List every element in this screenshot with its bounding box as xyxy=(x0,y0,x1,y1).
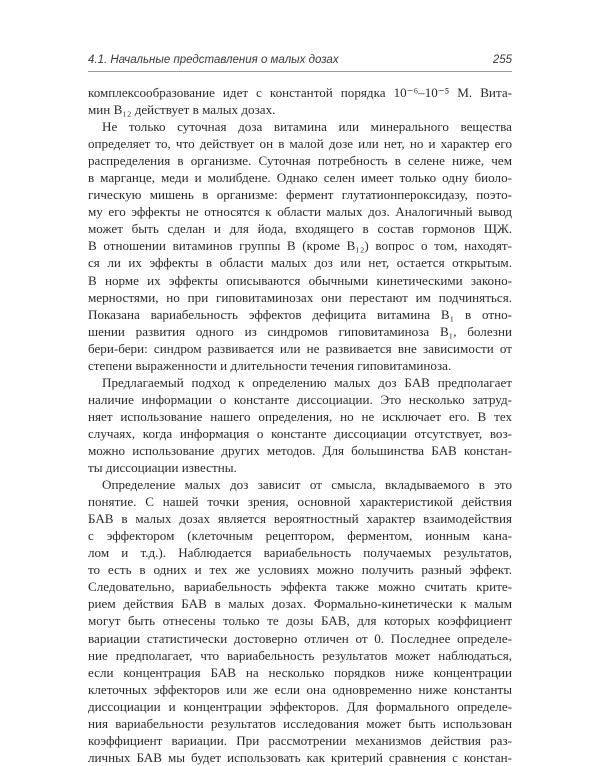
paragraph xyxy=(88,476,512,766)
text-line: шении развития одного из синдромов гиповитаминоза B₁, болезни xyxy=(88,323,512,339)
text-line: вариации статистически достоверно отличен от 0. Последнее определе- xyxy=(88,630,512,646)
section-title: 4.1. Начальные представления о малых дозах xyxy=(88,54,339,66)
text-line: если концентрация БАВ на несколько порядков ниже концентрации xyxy=(88,664,512,680)
header-rule xyxy=(88,71,512,72)
paragraph xyxy=(88,84,512,118)
text-line: ние предполагает, что вариабельность результатов может наблюдаться, xyxy=(88,647,512,663)
text-line: В норме их эффекты описываются обычными кинетическими законо- xyxy=(88,272,512,288)
text-line: случаях, когда информация о константе диссоциации отсутствует, воз- xyxy=(88,425,512,441)
page-number: 255 xyxy=(492,54,512,66)
body-text xyxy=(88,84,512,766)
text-line: то есть в одних и тех же условиях можно получить разный эффект. xyxy=(88,562,512,578)
text-line: личных БАВ мы будет использовать как критерий сравнения с констан- xyxy=(88,749,512,765)
text-line: мин B₁₂ действует в малых дозах. xyxy=(88,102,276,118)
text-line: В отношении витаминов группы В (кроме B₁₂) вопрос о том, находят- xyxy=(88,238,512,254)
text-line: наличие информации о константе диссоциации. Это несколько затруд- xyxy=(88,391,512,407)
text-line: распределения в организме. Суточная потребность в селене ниже, чем xyxy=(88,153,512,169)
running-header xyxy=(88,54,512,72)
text-line: коэффициент вариации. При рассмотрении механизмов действия раз- xyxy=(88,732,512,748)
text-line: бери-бери: синдром развивается или не развивается вне зависимости от xyxy=(88,340,512,356)
text-line: степени выраженности и длительности течения гиповитаминоза. xyxy=(88,357,452,373)
text-line: мерностями, но при гиповитаминозах они перестают им подчиняться. xyxy=(88,289,512,305)
text-line: няет использование нашего определения, но не исключает его. В тех xyxy=(88,408,512,424)
text-line: определяет то, что действует он в малой дозе или нет, но и характер его xyxy=(88,136,512,152)
text-line: лом и т.д.). Наблюдается вариабельность получаемых результатов, xyxy=(88,545,512,561)
text-line: комплексообразование идет с константой порядка 10⁻⁶–10⁻⁵ М. Вита- xyxy=(88,85,512,100)
text-line: диссоциации и концентрации эффекторов. Для формального определе- xyxy=(88,698,512,714)
text-line: понятие. С нашей точки зрения, основной характеристикой действия xyxy=(88,494,512,510)
text-line: Показана вариабельность эффектов дефицита витамина B₁ в отно- xyxy=(88,306,512,322)
text-line: рием действия БАВ в малых дозах. Формально-кинетически к малым xyxy=(88,596,512,612)
paragraph xyxy=(88,118,512,374)
text-line: ты диссоциации известны. xyxy=(88,460,237,476)
text-line: может быть сделан и для йода, входящего в состав гормонов ЩЖ. xyxy=(88,221,512,237)
text-line: могут быть отнесены только те дозы БАВ, для которых коэффициент xyxy=(88,613,512,629)
text-line: Не только суточная доза витамина или минерального вещества xyxy=(102,119,512,135)
text-line: ся ли их эффекты в области малых доз или нет, остается открытым. xyxy=(88,255,512,271)
text-line: Предлагаемый подход к определению малых доз БАВ предполагает xyxy=(102,374,512,390)
text-line: му его эффекты не относятся к области малых доз. Аналогичный вывод xyxy=(88,204,512,220)
text-line: БАВ в малых дозах является вероятностный характер взаимодействия xyxy=(88,511,512,527)
text-line: Определение малых доз зависит от смысла, вкладываемого в это xyxy=(102,477,512,493)
text-line: с эффектором (клеточным рецептором, ферментом, ионным кана- xyxy=(88,528,512,544)
text-line: можно использование других методов. Для большинства БАВ констан- xyxy=(88,442,512,458)
text-line: клеточных эффекторов или же если она одновременно ниже константы xyxy=(88,681,512,697)
text-line: ния вариабельности результатов исследования может быть использован xyxy=(88,715,512,731)
text-line: Следовательно, вариабельность эффекта также можно считать крите- xyxy=(88,579,512,595)
text-line: гическую мишень в организме: фермент глутатионпероксидазу, поэто- xyxy=(88,187,512,203)
text-line: в марганце, меди и молибдене. Однако селен имеет только одну биоло- xyxy=(88,170,512,186)
paragraph xyxy=(88,374,512,476)
